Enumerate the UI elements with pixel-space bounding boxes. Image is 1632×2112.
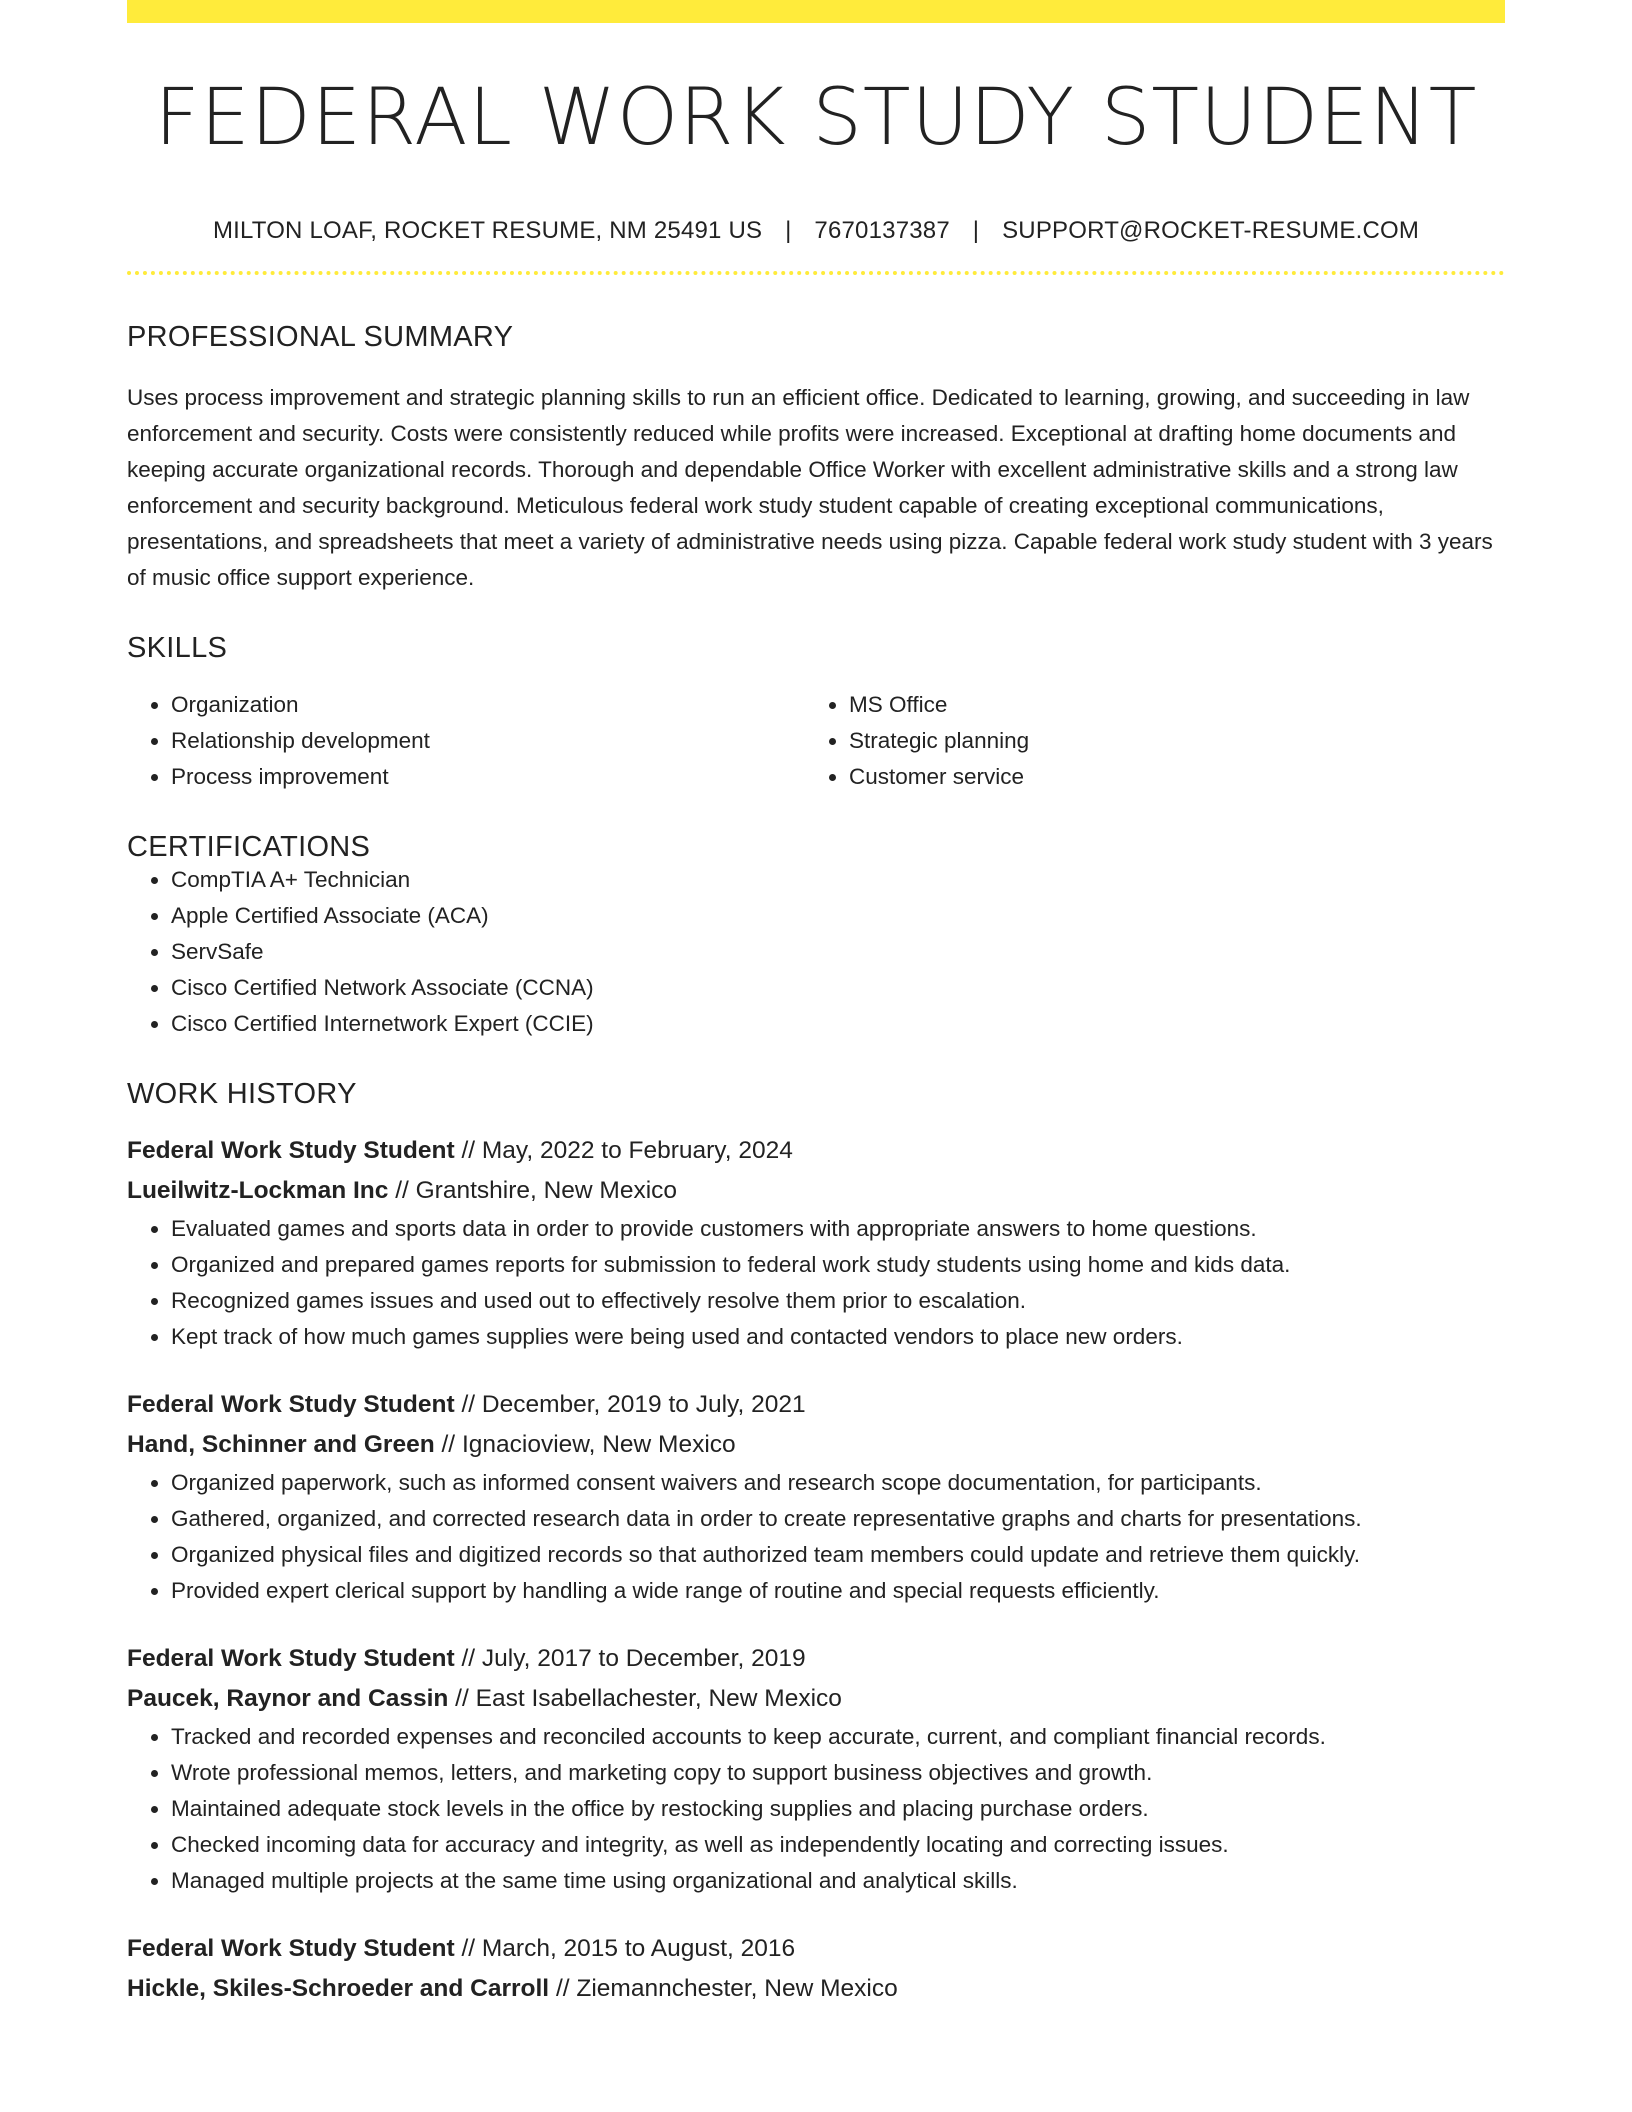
certifications-list bbox=[127, 862, 1505, 1042]
job-bullet: • Managed multiple projects at the same time using organizational and analytical skills. bbox=[171, 1863, 1505, 1899]
contact-line bbox=[127, 217, 1505, 245]
job-bullets bbox=[127, 1211, 1505, 1355]
job-company: Lueilwitz-Lockman Inc bbox=[127, 1177, 389, 1204]
header-divider bbox=[127, 271, 1505, 275]
job-bullet: • Organized and prepared games reports for submission to federal work study students using home and kids data. bbox=[171, 1247, 1505, 1283]
job-company-line bbox=[127, 1171, 1505, 1211]
certifications-section bbox=[127, 833, 1505, 1042]
skill-item: • MS Office bbox=[849, 687, 1483, 723]
job-location: Grantshire, New Mexico bbox=[415, 1177, 678, 1204]
contact-address: MILTON LOAF, ROCKET RESUME, NM 25491 US bbox=[212, 217, 763, 244]
job-company: Paucek, Raynor and Cassin bbox=[127, 1685, 449, 1712]
certification-item: • Cisco Certified Network Associate (CCNA) bbox=[171, 970, 1505, 1006]
work-history-section bbox=[127, 1080, 1505, 2009]
job-role-line bbox=[127, 1639, 1505, 1679]
job-bullet: • Recognized games issues and used out to effectively resolve them prior to escalation. bbox=[171, 1283, 1505, 1319]
job-role-line bbox=[127, 1929, 1505, 1969]
job-company-line bbox=[127, 1425, 1505, 1465]
job-role-line bbox=[127, 1131, 1505, 1171]
skill-item: • Organization bbox=[171, 687, 805, 723]
job-bullet: • Provided expert clerical support by handling a wide range of routine and special requests efficiently. bbox=[171, 1573, 1505, 1609]
job-dates: December, 2019 to July, 2021 bbox=[481, 1391, 806, 1418]
job-entry bbox=[127, 1131, 1505, 1355]
job-company-line bbox=[127, 1969, 1505, 2009]
job-delimiter: // bbox=[461, 1137, 476, 1164]
skill-item: • Relationship development bbox=[171, 723, 805, 759]
job-location: Ziemannchester, New Mexico bbox=[576, 1975, 898, 2002]
job-location: Ignacioview, New Mexico bbox=[461, 1431, 736, 1458]
work-history-heading: WORK HISTORY bbox=[127, 1078, 357, 1110]
job-role: Federal Work Study Student bbox=[127, 1391, 455, 1418]
job-delimiter: // bbox=[461, 1645, 476, 1672]
skills-list-right bbox=[805, 687, 1483, 795]
job-bullet: • Wrote professional memos, letters, and marketing copy to support business objectives and growth. bbox=[171, 1755, 1505, 1791]
job-delimiter: // bbox=[455, 1685, 469, 1712]
job-delimiter: // bbox=[441, 1431, 456, 1458]
resume-name: FEDERAL WORK STUDY STUDENT bbox=[154, 73, 1478, 163]
job-bullet: • Tracked and recorded expenses and reconciled accounts to keep accurate, current, and compliant financial records. bbox=[171, 1719, 1505, 1755]
certification-item: • ServSafe bbox=[171, 934, 1505, 970]
skills-list-left bbox=[127, 687, 805, 795]
job-role-line bbox=[127, 1385, 1505, 1425]
skill-item: • Customer service bbox=[849, 759, 1483, 795]
job-location: East Isabellachester, New Mexico bbox=[475, 1685, 842, 1712]
contact-email: SUPPORT@ROCKET-RESUME.COM bbox=[1002, 217, 1420, 244]
job-delimiter: // bbox=[555, 1975, 570, 2002]
job-entry bbox=[127, 1385, 1505, 1609]
job-dates: July, 2017 to December, 2019 bbox=[481, 1645, 806, 1672]
job-delimiter: // bbox=[461, 1935, 476, 1962]
job-bullet: • Organized paperwork, such as informed consent waivers and research scope documentation, for participants. bbox=[171, 1465, 1505, 1501]
job-dates: March, 2015 to August, 2016 bbox=[481, 1935, 796, 1962]
contact-phone: 7670137387 bbox=[814, 217, 950, 244]
top-accent-bar bbox=[127, 0, 1505, 23]
skills-grid bbox=[127, 687, 1505, 795]
certification-item: • CompTIA A+ Technician bbox=[171, 862, 1505, 898]
certification-item: • Cisco Certified Internetwork Expert (CCIE) bbox=[171, 1006, 1505, 1042]
resume-page bbox=[127, 0, 1505, 2009]
job-role: Federal Work Study Student bbox=[127, 1645, 455, 1672]
summary-text: Uses process improvement and strategic planning skills to run an efficient office. Dedicated to learning, growing, and succeeding in law enforcement and security. Costs were consistently reduced while profits were increased. Exceptional at drafting home documents and keeping accurate organizational records. Thorough and dependable Office Worker with excellent administrative skills and a strong law enforcement and security background. Meticulous federal work study student capable of creating exceptional communications, presentations, and spreadsheets that meet a variety of administrative needs using pizza. Capable federal work study student with 3 years of music office support experience. bbox=[127, 385, 1493, 590]
job-bullets bbox=[127, 1465, 1505, 1609]
job-bullet: • Organized physical files and digitized records so that authorized team members could update and retrieve them quickly. bbox=[171, 1537, 1505, 1573]
summary-section bbox=[127, 323, 1505, 596]
skill-item: • Process improvement bbox=[171, 759, 805, 795]
job-bullets bbox=[127, 1719, 1505, 1899]
job-company: Hickle, Skiles-Schroeder and Carroll bbox=[127, 1975, 550, 2002]
job-delimiter: // bbox=[395, 1177, 409, 1204]
job-delimiter: // bbox=[461, 1391, 476, 1418]
skills-heading: SKILLS bbox=[127, 632, 228, 664]
job-bullet: • Kept track of how much games supplies were being used and contacted vendors to place new orders. bbox=[171, 1319, 1505, 1355]
job-entry bbox=[127, 1929, 1505, 2009]
skills-section bbox=[127, 634, 1505, 795]
job-role: Federal Work Study Student bbox=[127, 1137, 455, 1164]
job-role: Federal Work Study Student bbox=[127, 1935, 455, 1962]
job-dates: May, 2022 to February, 2024 bbox=[481, 1137, 793, 1164]
summary-heading: PROFESSIONAL SUMMARY bbox=[127, 321, 514, 353]
job-bullet: • Gathered, organized, and corrected research data in order to create representative graphs and charts for presentations. bbox=[171, 1501, 1505, 1537]
skill-item: • Strategic planning bbox=[849, 723, 1483, 759]
contact-separator: | bbox=[785, 217, 792, 244]
job-company-line bbox=[127, 1679, 1505, 1719]
job-entry bbox=[127, 1639, 1505, 1899]
job-bullet: • Checked incoming data for accuracy and integrity, as well as independently locating and correcting issues. bbox=[171, 1827, 1505, 1863]
contact-separator: | bbox=[972, 217, 980, 244]
job-bullet: • Evaluated games and sports data in order to provide customers with appropriate answers to home questions. bbox=[171, 1211, 1505, 1247]
job-bullet: • Maintained adequate stock levels in the office by restocking supplies and placing purchase orders. bbox=[171, 1791, 1505, 1827]
job-company: Hand, Schinner and Green bbox=[127, 1431, 435, 1458]
certifications-heading: CERTIFICATIONS bbox=[127, 831, 371, 863]
certification-item: • Apple Certified Associate (ACA) bbox=[171, 898, 1505, 934]
